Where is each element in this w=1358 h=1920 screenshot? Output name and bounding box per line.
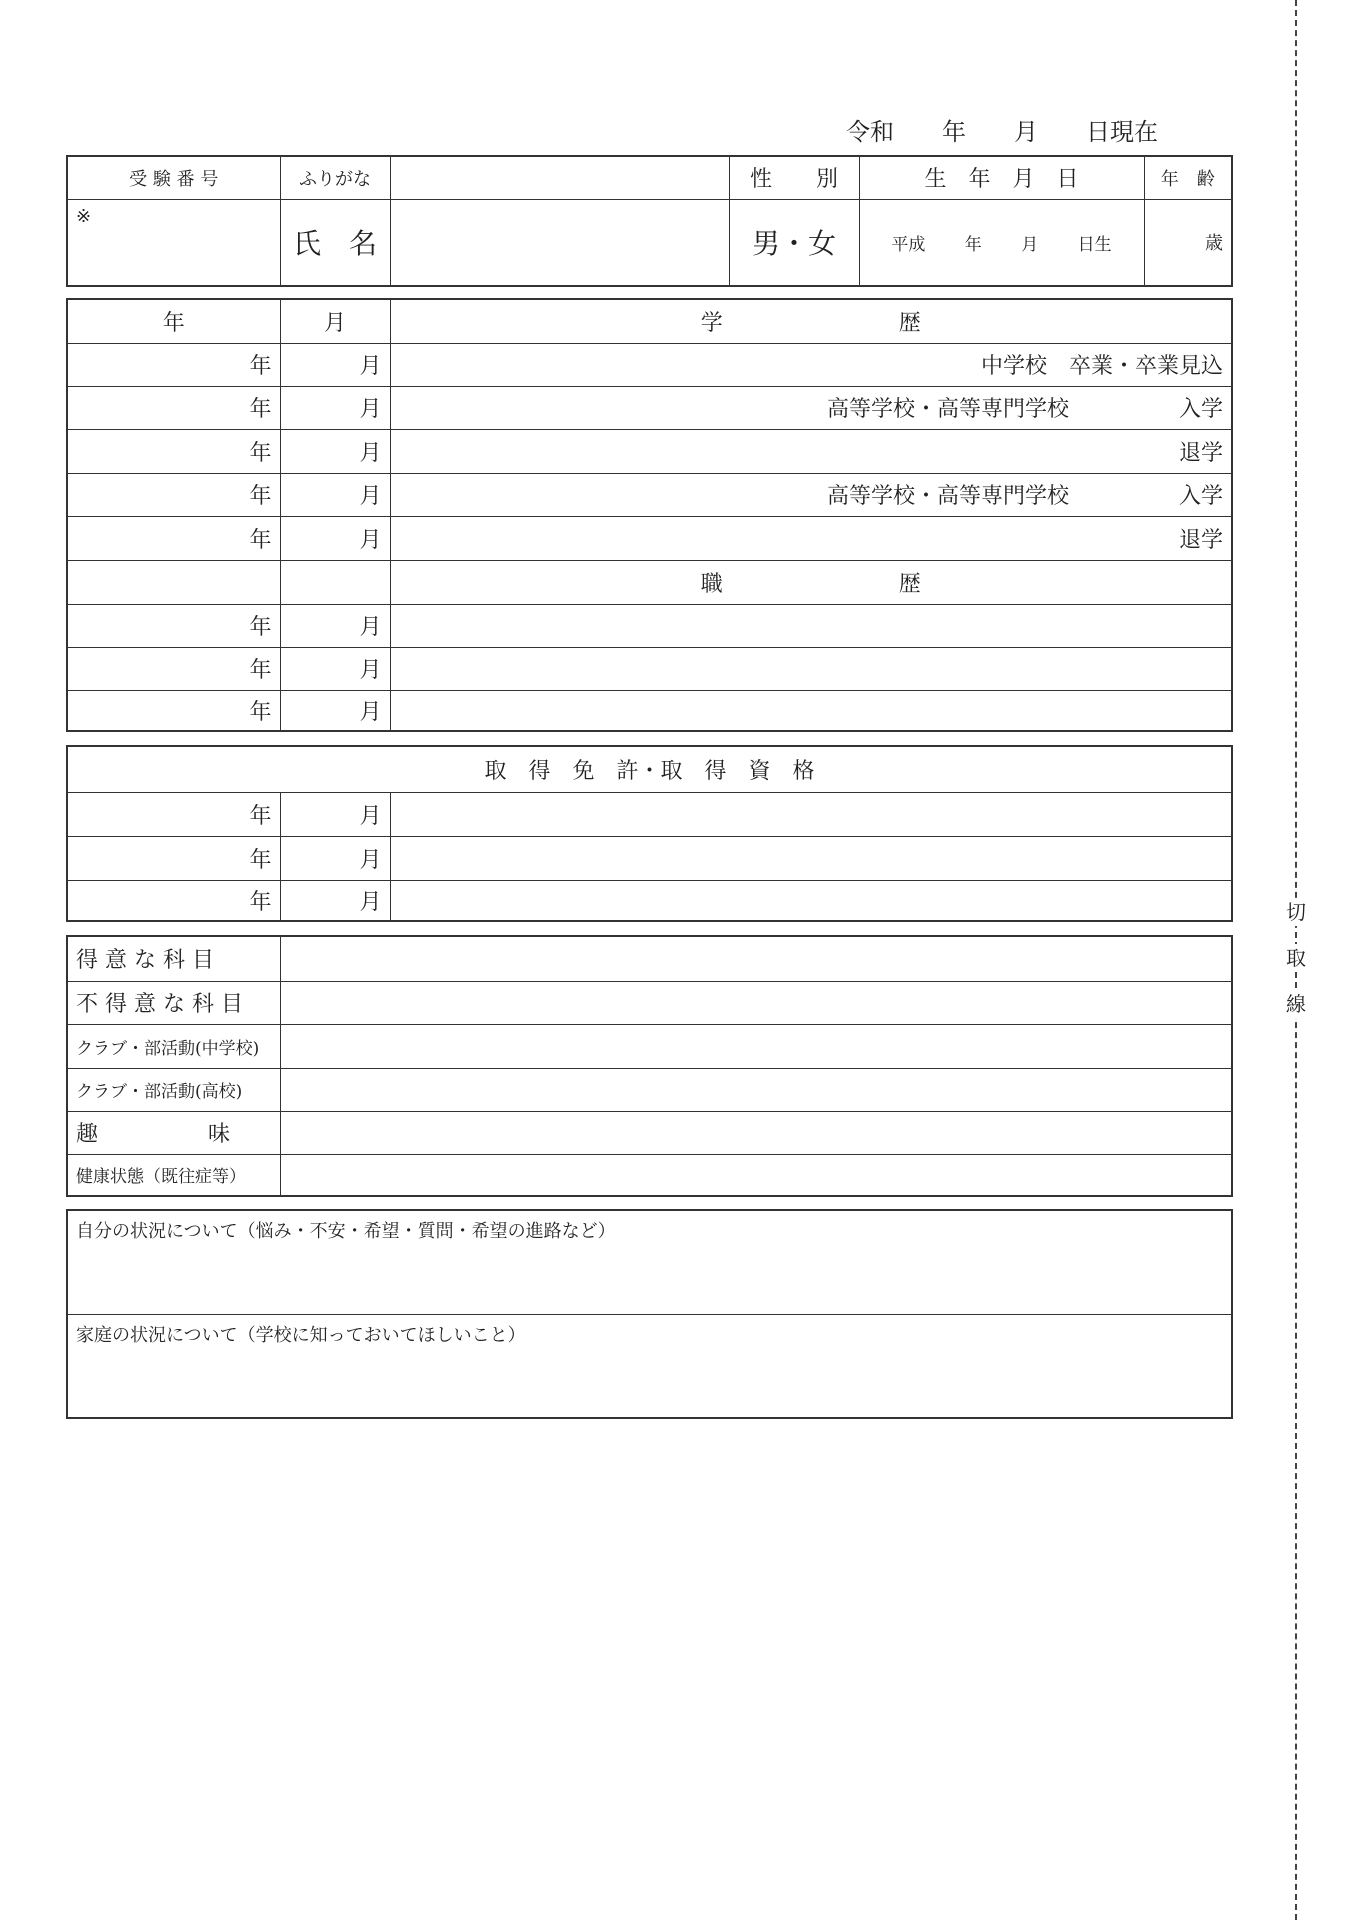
- license-row-3[interactable]: [390, 880, 1232, 921]
- furigana-field[interactable]: [390, 156, 729, 199]
- year-cell[interactable]: 年: [67, 386, 280, 429]
- month-cell[interactable]: 月: [280, 880, 390, 921]
- month-cell[interactable]: 月: [280, 473, 390, 516]
- exam-number-label: 受 験 番 号: [67, 156, 280, 199]
- birthdate-label: 生 年 月 日: [859, 156, 1144, 199]
- cut-label-2: 取: [1282, 944, 1310, 972]
- year-cell[interactable]: 年: [67, 792, 280, 836]
- subjects-table: [66, 935, 1233, 1197]
- work-row-3[interactable]: [390, 690, 1232, 731]
- club-jhs-label: クラブ・部活動(中学校): [67, 1024, 280, 1068]
- year-cell[interactable]: 年: [67, 429, 280, 473]
- month-cell[interactable]: 月: [280, 604, 390, 647]
- history-table: [66, 298, 1233, 732]
- date-header: 令和 年 月 日現在: [846, 118, 1158, 146]
- month-cell[interactable]: 月: [280, 343, 390, 386]
- year-cell[interactable]: 年: [67, 880, 280, 921]
- gender-value[interactable]: 男・女: [729, 199, 859, 286]
- work-heading-blank: [67, 560, 280, 604]
- health-field[interactable]: [280, 1154, 1232, 1196]
- club-hs-label: クラブ・部活動(高校): [67, 1068, 280, 1111]
- weak-subject-label: 不 得 意 な 科 目: [67, 981, 280, 1024]
- year-cell[interactable]: 年: [67, 473, 280, 516]
- education-row-3[interactable]: 退学: [390, 429, 1232, 473]
- month-cell[interactable]: 月: [280, 792, 390, 836]
- club-hs-field[interactable]: [280, 1068, 1232, 1111]
- work-heading-blank: [280, 560, 390, 604]
- work-heading: 職 歴: [390, 560, 1232, 604]
- year-cell[interactable]: 年: [67, 690, 280, 731]
- year-cell[interactable]: 年: [67, 836, 280, 880]
- birthdate-field[interactable]: 平成 年 月 日生: [859, 199, 1144, 286]
- cut-label-3: 線: [1282, 990, 1310, 1018]
- education-row-1[interactable]: 中学校 卒業・卒業見込: [390, 343, 1232, 386]
- age-field[interactable]: 歳: [1144, 199, 1232, 286]
- license-row-1[interactable]: [390, 792, 1232, 836]
- year-cell[interactable]: 年: [67, 343, 280, 386]
- personal-info-table: [66, 155, 1233, 287]
- licenses-table: [66, 745, 1233, 922]
- col-month-header: 月: [280, 299, 390, 343]
- hobby-label: 趣 味: [67, 1111, 280, 1154]
- name-field[interactable]: [390, 199, 729, 286]
- self-situation-field[interactable]: 自分の状況について（悩み・不安・希望・質問・希望の進路など）: [67, 1210, 1232, 1314]
- col-year-header: 年: [67, 299, 280, 343]
- month-cell[interactable]: 月: [280, 516, 390, 560]
- licenses-heading: 取 得 免 許・取 得 資 格: [67, 746, 1232, 792]
- education-row-5[interactable]: 退学: [390, 516, 1232, 560]
- hobby-field[interactable]: [280, 1111, 1232, 1154]
- family-situation-field[interactable]: 家庭の状況について（学校に知っておいてほしいこと）: [67, 1314, 1232, 1418]
- good-subject-label: 得 意 な 科 目: [67, 936, 280, 981]
- age-label: 年 齢: [1144, 156, 1232, 199]
- gender-label: 性 別: [729, 156, 859, 199]
- good-subject-field[interactable]: [280, 936, 1232, 981]
- weak-subject-field[interactable]: [280, 981, 1232, 1024]
- education-heading: 学 歴: [390, 299, 1232, 343]
- month-cell[interactable]: 月: [280, 429, 390, 473]
- year-cell[interactable]: 年: [67, 604, 280, 647]
- education-row-4[interactable]: 高等学校・高等専門学校 入学: [390, 473, 1232, 516]
- month-cell[interactable]: 月: [280, 690, 390, 731]
- furigana-label: ふりがな: [280, 156, 390, 199]
- name-label: 氏 名: [280, 199, 390, 286]
- club-jhs-field[interactable]: [280, 1024, 1232, 1068]
- work-row-1[interactable]: [390, 604, 1232, 647]
- year-cell[interactable]: 年: [67, 647, 280, 690]
- month-cell[interactable]: 月: [280, 836, 390, 880]
- situation-table: [66, 1209, 1233, 1419]
- exam-number-field[interactable]: ※: [67, 199, 280, 286]
- month-cell[interactable]: 月: [280, 386, 390, 429]
- license-row-2[interactable]: [390, 836, 1232, 880]
- work-row-2[interactable]: [390, 647, 1232, 690]
- month-cell[interactable]: 月: [280, 647, 390, 690]
- year-cell[interactable]: 年: [67, 516, 280, 560]
- health-label: 健康状態（既往症等）: [67, 1154, 280, 1196]
- education-row-2[interactable]: 高等学校・高等専門学校 入学: [390, 386, 1232, 429]
- cut-label-1: 切: [1282, 898, 1310, 926]
